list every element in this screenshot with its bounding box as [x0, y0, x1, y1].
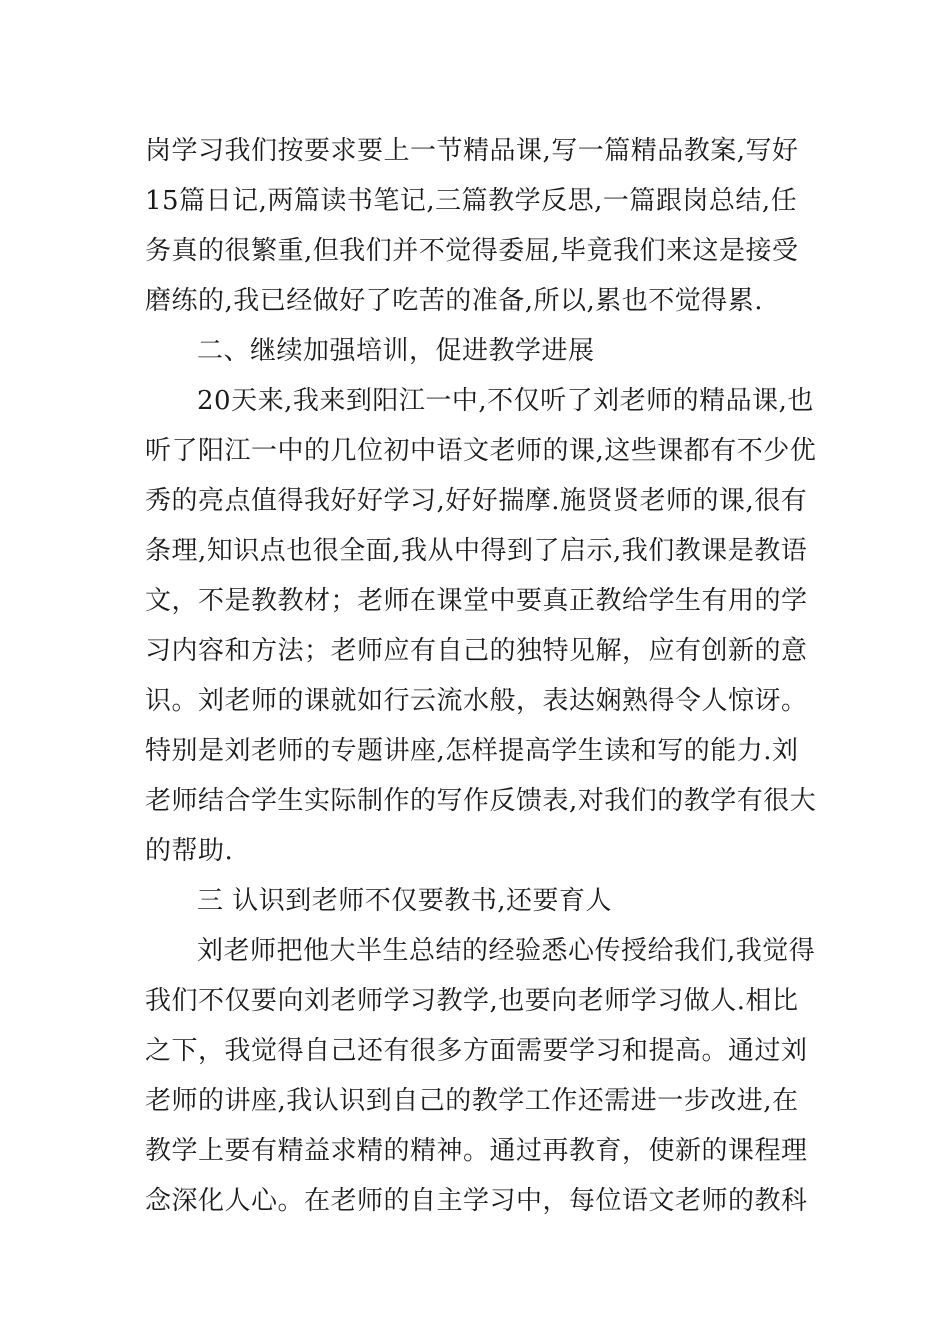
text-line: 念深化人心。在老师的自主学习中，每位语文老师的教科 [145, 1186, 808, 1216]
text-line: 特别是刘老师的专题讲座,怎样提高学生读和写的能力.刘 [145, 736, 799, 766]
text-line: 老师结合学生实际制作的写作反馈表,对我们的教学有很大 [145, 786, 817, 816]
text-line: 15篇日记,两篇读书笔记,三篇教学反思,一篇跟岗总结,任 [145, 186, 798, 216]
text-line: 文，不是教教材；老师在课堂中要真正教给学生有用的学 [145, 586, 808, 616]
text-line: 老师的讲座,我认识到自己的教学工作还需进一步改进,在 [145, 1086, 799, 1116]
text-line: 刘老师把他大半生总结的经验悉心传授给我们,我觉得 [197, 936, 816, 966]
text-line: 之下，我觉得自己还有很多方面需要学习和提高。通过刘 [145, 1036, 808, 1066]
text-line: 我们不仅要向刘老师学习教学,也要向老师学习做人.相比 [145, 986, 799, 1016]
text-line: 20天来,我来到阳江一中,不仅听了刘老师的精品课,也 [197, 386, 814, 416]
text-line: 识。刘老师的课就如行云流水般，表达娴熟得令人惊讶。 [145, 686, 808, 716]
section-heading: 三 认识到老师不仅要教书,还要育人 [197, 886, 613, 916]
text-line: 务真的很繁重,但我们并不觉得委屈,毕竟我们来这是接受 [145, 236, 799, 266]
text-line: 岗学习我们按要求要上一节精品课,写一篇精品教案,写好 [145, 136, 799, 166]
text-line: 习内容和方法；老师应有自己的独特见解，应有创新的意 [145, 636, 808, 666]
text-line: 磨练的,我已经做好了吃苦的准备,所以,累也不觉得累. [145, 286, 764, 316]
section-heading: 二、继续加强培训，促进教学进展 [197, 336, 595, 366]
text-line: 秀的亮点值得我好好学习,好好揣摩.施贤贤老师的课,很有 [145, 486, 808, 516]
text-line: 条理,知识点也很全面,我从中得到了启示,我们教课是教语 [145, 536, 808, 566]
text-line: 听了阳江一中的几位初中语文老师的课,这些课都有不少优 [145, 436, 817, 466]
text-line: 教学上要有精益求精的精神。通过再教育，使新的课程理 [145, 1136, 808, 1166]
text-line: 的帮助. [145, 836, 234, 866]
